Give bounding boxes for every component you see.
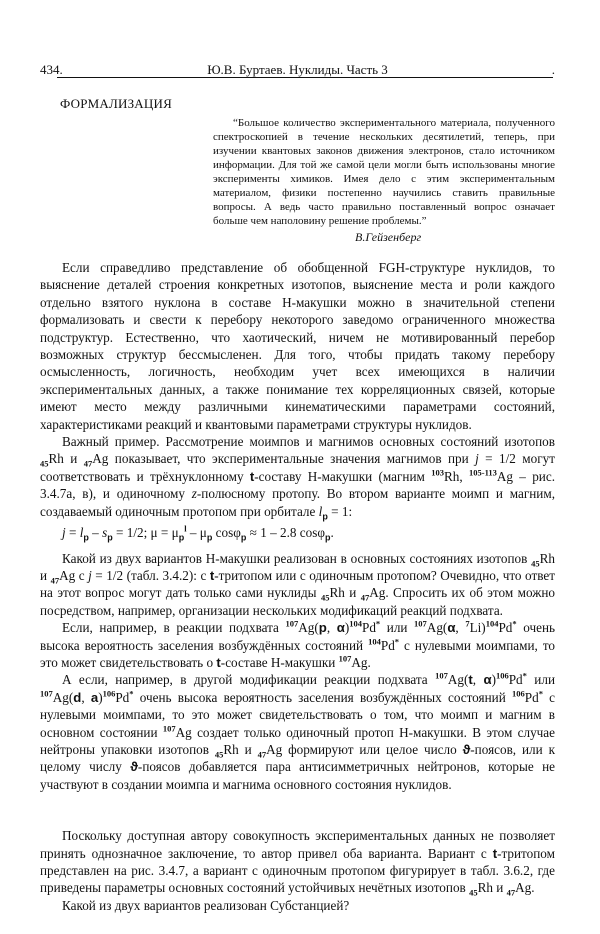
text-run: Ag. Спросить их об этом можно посредством, например, организации нескольких модификаций реакций подхвата.	[40, 585, 555, 618]
page-number: 434.	[40, 62, 63, 77]
text-sup: 104	[368, 636, 381, 647]
text-run: очень высока вероятность заселения возбуждённых состояний	[40, 620, 556, 653]
text-bsub: p	[107, 532, 113, 543]
text-b: a	[90, 689, 99, 705]
text-b: α	[336, 620, 345, 636]
text-sub: 45	[320, 592, 330, 603]
paragraph	[40, 433, 555, 520]
text-sup: 106	[495, 670, 509, 681]
text-run: или	[526, 672, 556, 688]
text-sup: 107	[162, 723, 176, 734]
text-sup: *	[512, 618, 517, 629]
text-bsub: p	[324, 532, 331, 543]
text-run: Pd	[361, 620, 376, 636]
paragraphs-bottom	[40, 827, 555, 914]
text-run: Rh и	[40, 550, 555, 583]
text-b: t	[468, 672, 473, 688]
text-b: t	[216, 654, 221, 670]
text-run: -полюсному протопу. Во втором варианте моимп и магним, создаваемый одиночным протопом при орбитале	[40, 486, 555, 519]
body-text-bottom	[40, 827, 555, 914]
text-sub: 47	[506, 888, 516, 899]
text-run: или	[380, 620, 415, 636]
text-sup: l	[184, 523, 187, 534]
text-b: ϑ	[130, 759, 138, 775]
text-sup: *	[522, 670, 527, 681]
text-run: Pd	[498, 620, 513, 636]
text-b: ϑ	[462, 741, 471, 757]
text-run: Ag(	[426, 620, 448, 636]
text-run: Rh и	[329, 585, 361, 601]
text-run: –	[88, 525, 103, 541]
text-run: -поясов, или к целому числу	[40, 741, 555, 775]
text-run: – μ	[186, 525, 207, 541]
text-i: l	[318, 503, 323, 519]
text-run: Pd	[115, 689, 130, 705]
text-sub: 45	[469, 888, 478, 899]
text-run: Pd	[508, 672, 523, 688]
text-run: .	[330, 525, 334, 541]
text-run: Какой из двух вариантов H-макушки реализован в основных состояниях изотопов	[62, 550, 532, 566]
epigraph-text: “Большое количество экспериментального материала, полученного спектроскопией в течение нескольких десятилетий, теперь, при изучении квантовых законов движения электронов, стало источником информации. Для той же самой цели могли быть использованы многие эксперименты химиков. Имея дело с этим экспериментальным материалом, физики постепенно научились ставить правильные вопросы. А ведь часто правильно поставленный вопрос означает больше чем наполовину решение проблемы.”	[213, 117, 555, 227]
text-run: )	[491, 672, 496, 688]
text-run: = 1/2 (табл. 3.4.2): с	[91, 567, 210, 583]
text-bsub: p	[83, 532, 89, 543]
text-run: = 1/2; μ = μ	[112, 525, 179, 541]
text-sup: 107	[40, 688, 53, 699]
text-i: j	[475, 451, 479, 467]
epigraph	[213, 116, 555, 228]
text-b: t	[492, 845, 498, 861]
text-sup: *	[129, 688, 134, 699]
paragraphs-top	[40, 259, 555, 520]
text-run: Pd	[380, 637, 395, 653]
text-run: ,	[326, 620, 337, 636]
text-run: Ag с	[59, 567, 89, 583]
formula	[40, 524, 555, 541]
text-run: Pd	[524, 689, 539, 705]
text-run: Rh,	[443, 468, 469, 484]
text-sub: 47	[360, 592, 370, 603]
text-b: t	[209, 567, 215, 583]
text-run: -тритопом или с одиночным протопом? Очевидно, что ответ на этот вопрос могут дать только сами нуклиды	[40, 567, 555, 601]
text-sup: 107	[338, 653, 352, 664]
text-run: Ag показывает, что экспериментальные значения магнимов при	[92, 451, 476, 467]
text-run: А если, например, в другой модификации реакции подхвата	[62, 672, 436, 688]
text-run: Поскольку доступная автору совокупность экспериментальных данных не позволяет принять однозначное заключение, то автор привел оба варианта. Вариант с	[40, 828, 555, 861]
text-run: = 1/2 могут соответствовать и трёхнуклонному	[40, 451, 555, 484]
text-sup: 105-113	[468, 467, 497, 478]
text-run: )	[344, 620, 350, 636]
text-bsub: p	[178, 532, 185, 543]
text-sup: 106	[512, 688, 525, 699]
text-run: Ag(	[52, 689, 74, 705]
text-run: Ag – рис. 3.4.7а, в), и одиночному	[40, 468, 556, 502]
text-run: Ag.	[515, 880, 535, 896]
text-run: Если справедливо представление об обобщенной FGH-структуре нуклидов, то выяснение деталей строения конкретных изотопов, выяснение места и роли каждого отдельно взятого нуклона в составе H-макушки можно в значительной степени формализовать и свести к перебору некоторого заведомо ограниченного множества подструктур. Естественно, что хаотический, ничем не мотивированный перебор возможных структур бессмысленен. Для того, чтобы придать такому перебору осмысленность, логичность, необходим учет всех имеющихся в наличии экспериментальных данных, а также понимание тех корреляционных связей, которые имеют место между различными кинематическими параметрами состояний, характеристиками реакций и квантовыми параметрами структуры нуклидов.	[40, 260, 555, 432]
text-run: Rh и	[48, 451, 84, 467]
section-title: ФОРМАЛИЗАЦИЯ	[60, 96, 172, 111]
text-run: Ag.	[351, 654, 371, 670]
text-run: =	[65, 525, 80, 541]
paragraph	[40, 619, 555, 671]
text-run: Rh и	[223, 741, 258, 757]
text-run: ≈ 1 – 2.8 cosφ	[246, 525, 325, 541]
text-run: Важный пример. Рассмотрение моимпов и магнимов основных состояний изотопов	[62, 434, 555, 450]
text-run: Rh и	[477, 880, 507, 896]
paragraph	[40, 259, 555, 433]
body-text-top	[40, 259, 555, 793]
text-sup: 107	[435, 670, 448, 681]
header-end-mark: .	[551, 62, 555, 77]
text-run: cosφ	[212, 525, 241, 541]
text-sub: 47	[257, 749, 267, 760]
text-run: ,	[472, 672, 484, 688]
text-run: Ag формируют или целое число	[266, 741, 463, 757]
text-run: = 1:	[327, 503, 353, 519]
text-sup: 107	[285, 618, 299, 629]
text-i: j	[88, 567, 92, 583]
running-header	[40, 62, 555, 80]
paragraphs-mid	[40, 550, 555, 794]
text-run: Ag(	[298, 620, 319, 636]
text-sup: *	[375, 618, 381, 629]
text-run: -поясов добавляется пара антисимметричных нейтронов, которые не участвуют в создании моимпа и магнима основного состояния нуклидов.	[40, 759, 555, 792]
text-sup: 103	[431, 467, 444, 478]
text-run: ,	[455, 620, 466, 636]
text-i: z	[191, 486, 197, 502]
text-run: Ag создает только одиночный протоп H-макушки. В этом случае нейтроны упаковки изотопов	[40, 724, 555, 757]
text-sup: 104	[485, 618, 499, 629]
text-i: s	[102, 525, 108, 541]
text-sup: 106	[102, 688, 116, 699]
header-rule	[57, 77, 553, 78]
text-b: α	[447, 620, 456, 636]
text-sub: 45	[214, 749, 224, 760]
text-bsub: p	[322, 511, 328, 522]
text-sup: 107	[414, 618, 427, 629]
text-bsub: p	[206, 532, 213, 543]
text-run: с нулевыми моимпами, то это может свидетельствовать о том, что моимп и магним в основном состоянии	[40, 689, 556, 740]
text-i: j	[62, 525, 66, 541]
text-sub: 45	[40, 459, 49, 470]
text-b: d	[73, 689, 82, 705]
paragraph	[40, 827, 555, 897]
text-run: )	[98, 689, 103, 705]
paragraph	[40, 897, 555, 914]
text-b: α	[483, 672, 492, 688]
text-sup: 7	[465, 618, 470, 629]
text-sub: 45	[531, 558, 540, 569]
text-run: Если, например, в реакции подхвата	[62, 620, 286, 636]
text-bsub: p	[240, 532, 247, 543]
text-b: t	[249, 468, 255, 484]
text-run: -составе H-макушки	[220, 654, 339, 670]
text-run: Li)	[469, 620, 486, 636]
text-sup: *	[394, 636, 400, 647]
paragraph	[40, 671, 555, 793]
text-sub: 47	[50, 575, 60, 586]
running-title: Ю.В. Буртаев. Нуклиды. Часть 3	[207, 62, 388, 77]
text-run: Ag(	[447, 672, 469, 688]
text-run: с нулевыми моимпами, то это может свидетельствовать о	[40, 637, 556, 670]
text-run: -тритопом представлен на рис. 3.4.7, а вариант с одиночным протопом фигурирует в табл. 3.6.2, где приведены параметры основных состояний устойчивых нечётных изотопов	[40, 845, 555, 896]
text-b: p	[318, 620, 327, 636]
text-run: -составу H-макушки (магним	[254, 468, 432, 484]
text-run: ,	[81, 689, 91, 705]
text-run: Какой из двух вариантов реализован Субстанцией?	[62, 897, 350, 913]
text-i: l	[79, 525, 84, 541]
text-sup: *	[538, 688, 543, 699]
text-run: очень высока вероятность заселения возбуждённых состояний	[133, 689, 512, 705]
text-sub: 47	[83, 459, 93, 470]
paragraph	[40, 550, 555, 620]
epigraph-author: В.Гейзенберг	[355, 230, 422, 244]
text-sup: 104	[349, 618, 362, 629]
